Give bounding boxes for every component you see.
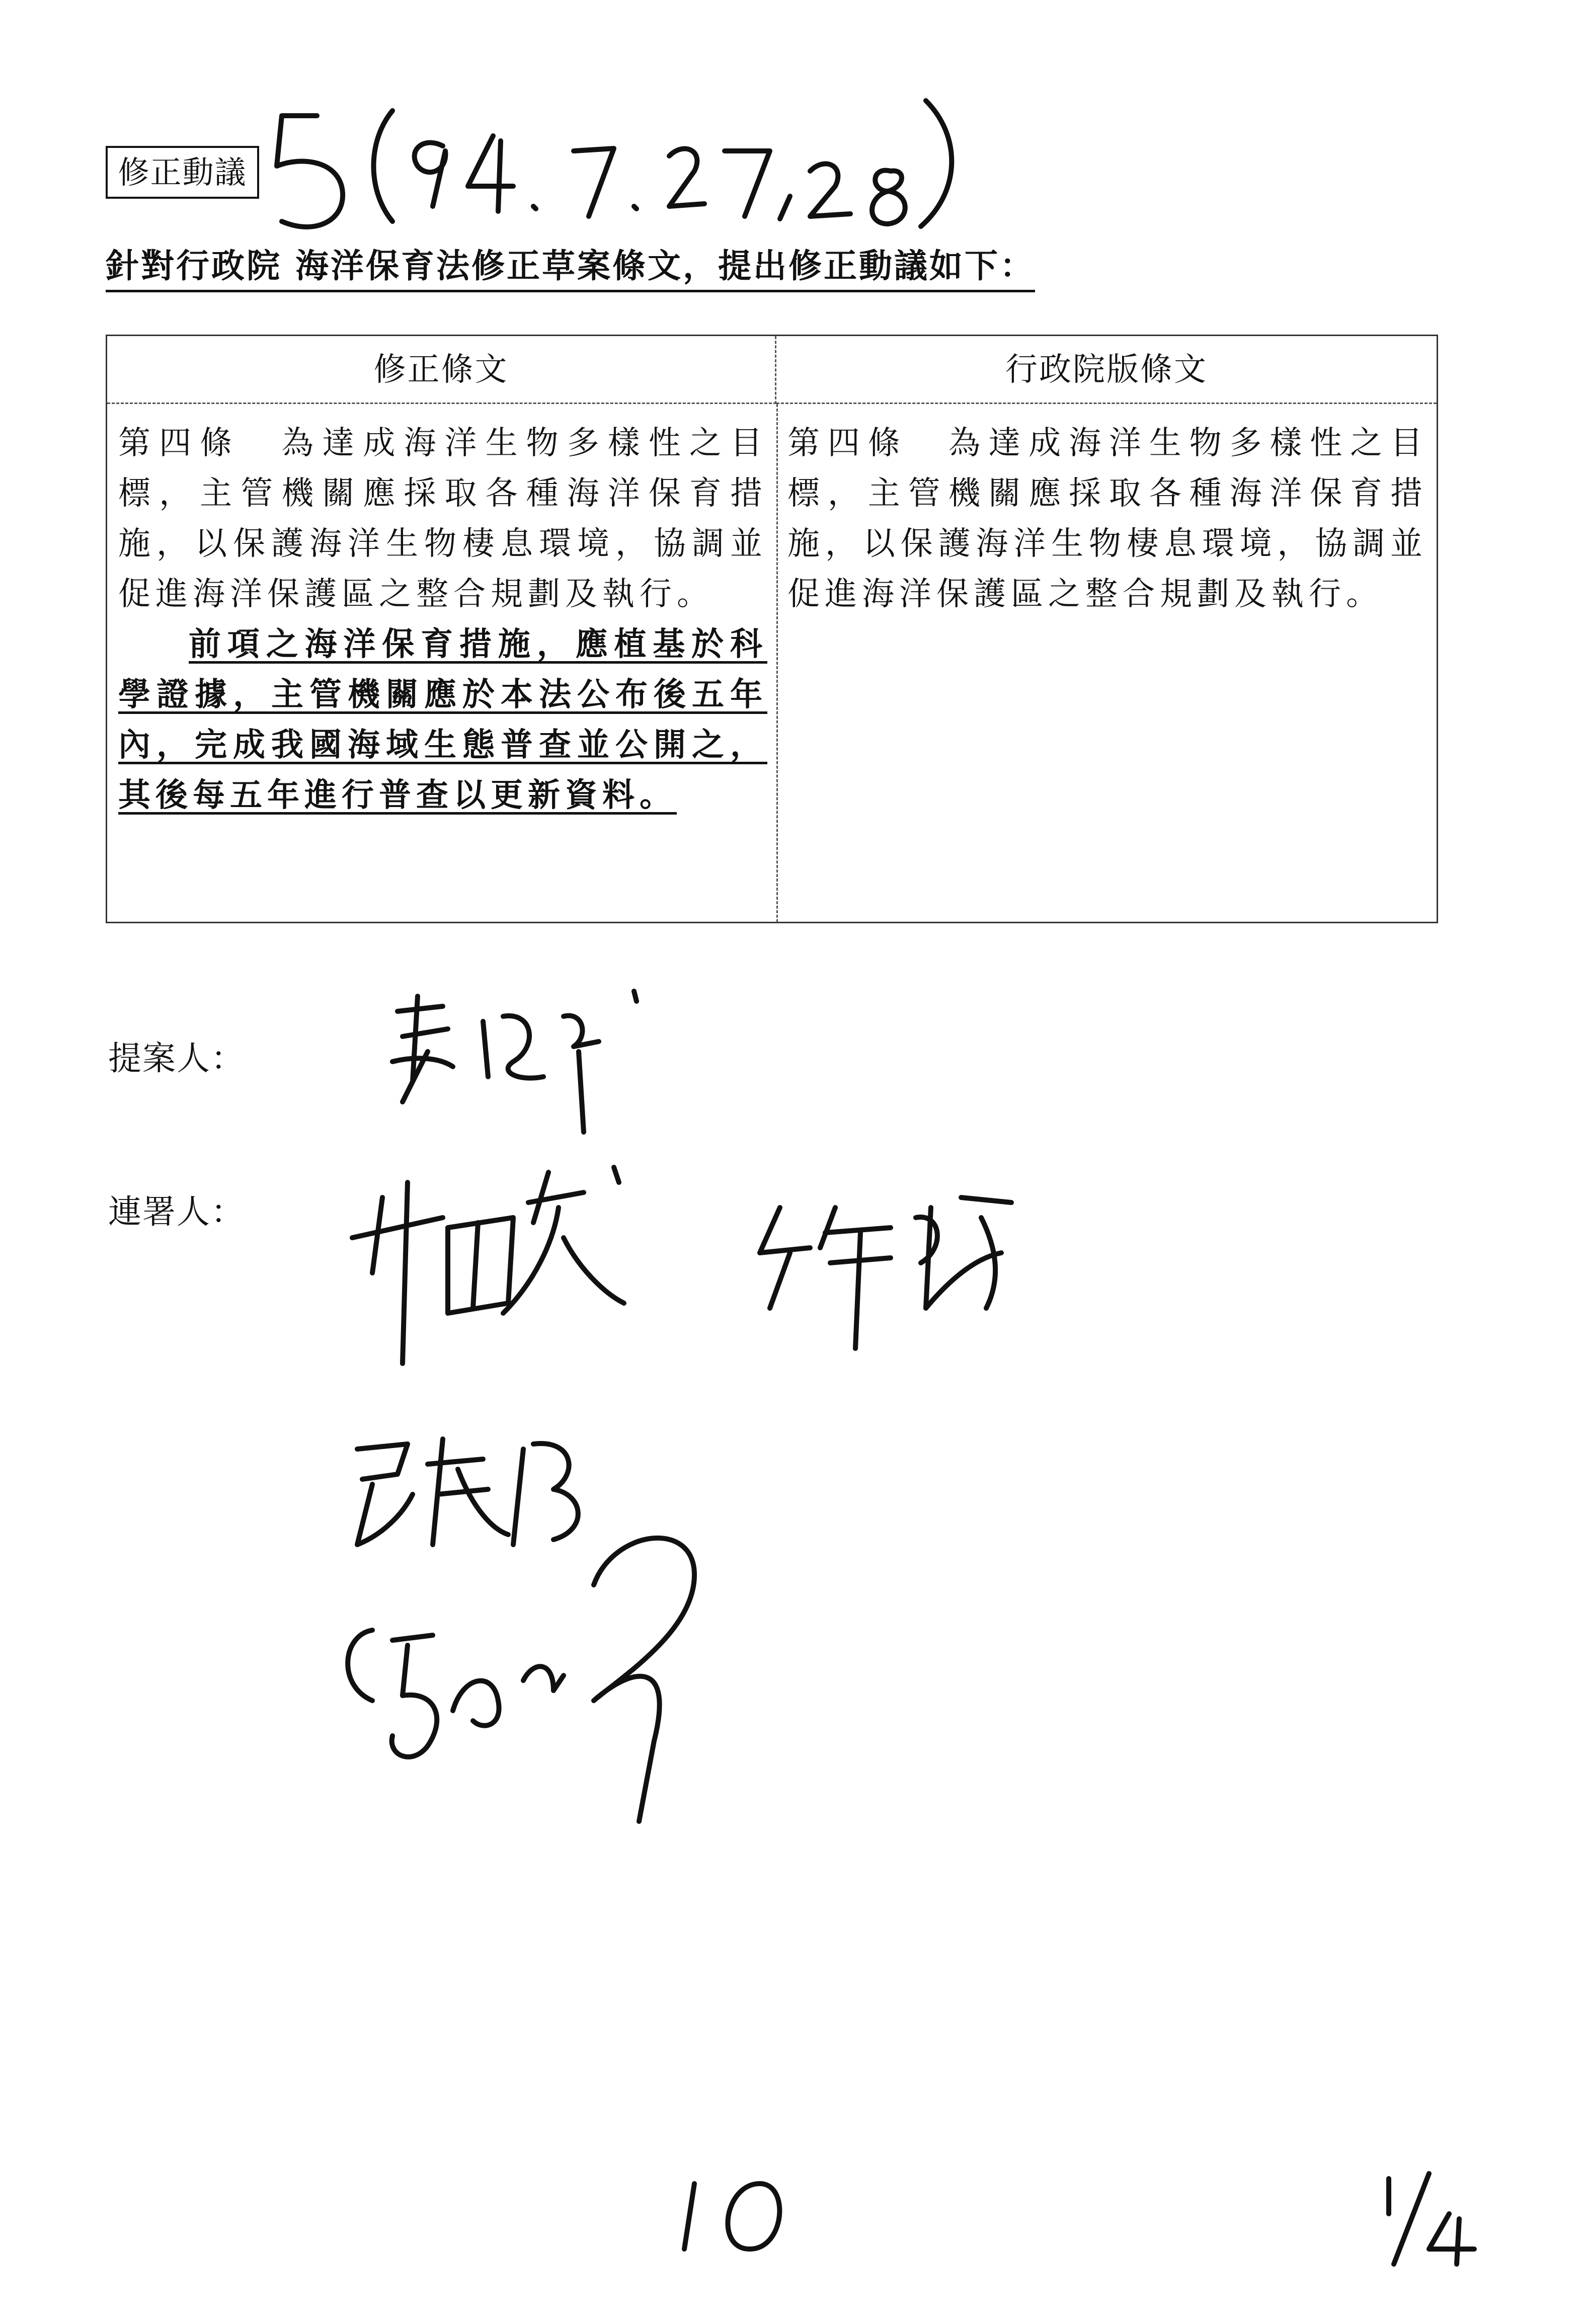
proposer-signature <box>382 981 694 1142</box>
amended-article-paragraph-1: 第四條 為達成海洋生物多樣性之目標，主管機關應採取各種海洋保育措施，以保護海洋生物棲息環境，協調並促進海洋保護區之整合規劃及執行。 <box>118 425 767 613</box>
executive-article-cell <box>776 404 1437 619</box>
executive-article-paragraph-1: 第四條 為達成海洋生物多樣性之目標，主管機關應採取各種海洋保育措施，以保護海洋生物棲息環境，協調並促進海洋保護區之整合規劃及執行。 <box>787 425 1428 613</box>
intro-statement: 針對行政院 海洋保育法修正草案條文，提出修正動議如下： <box>106 239 1035 292</box>
handwritten-item-number <box>272 81 976 247</box>
header-executive-text: 行政院版條文 <box>776 336 1437 404</box>
cosigner-signature-1 <box>342 1152 654 1394</box>
cosigner-signature-2 <box>750 1177 1032 1369</box>
comparison-table <box>106 335 1438 923</box>
cosigner-label: 連署人： <box>108 1192 245 1231</box>
cosigner-signature-4 <box>332 1509 745 1831</box>
amended-article-added-paragraph: 前項之海洋保育措施，應植基於科學證據，主管機關應於本法公布後五年內，完成我國海域生態普查並公開之，其後每五年進行普查以更新資料。 <box>118 625 767 814</box>
header-amended-text: 修正條文 <box>107 336 776 404</box>
motion-label-box: 修正動議 <box>106 146 259 199</box>
proposer-label: 提案人： <box>108 1039 245 1078</box>
handwritten-page-number <box>674 2163 815 2264</box>
handwritten-page-fraction <box>1374 2169 1484 2269</box>
amended-article-cell <box>107 404 776 821</box>
